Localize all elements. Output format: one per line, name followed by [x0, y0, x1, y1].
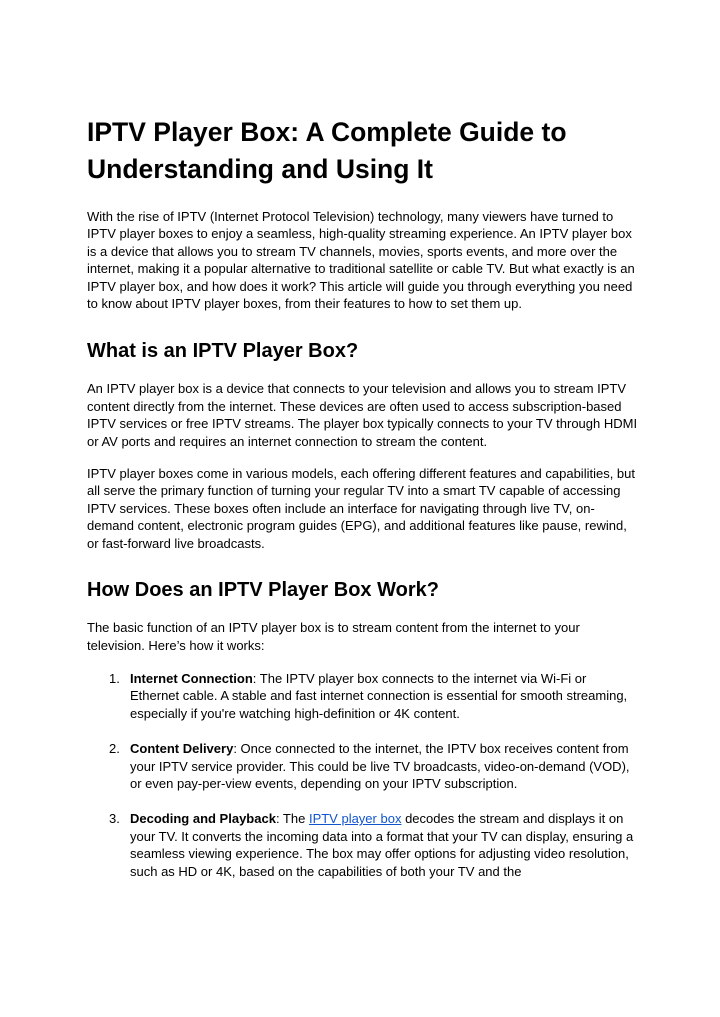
list-item	[87, 740, 639, 792]
list-item-term: Content Delivery	[130, 741, 234, 757]
section-heading-what-is: What is an IPTV Player Box?	[87, 340, 359, 363]
list-item-prefix: : The	[275, 811, 309, 827]
list-item-text: : The IPTV player box connects to the internet via Wi-Fi or Ethernet cable. A stable and fast internet connection is essential for smooth streaming, especially if you're watching high-definition or 4K content.	[130, 670, 628, 721]
list-item-term: Decoding and Playback	[130, 811, 276, 827]
section1-paragraph-1: An IPTV player box is a device that connects to your television and allows you to stream IPTV content directly from the internet. These devices are often used to access subscription-based IPTV services or free IPTV streams. The player box typically connects to your TV through HDMI or AV ports and requires an internet connection to stream the content.	[87, 381, 638, 449]
intro-paragraph: With the rise of IPTV (Internet Protocol Television) technology, many viewers have turned to IPTV player boxes to enjoy a seamless, high-quality streaming experience. An IPTV player box is a device that allows you to stream TV channels, movies, sports events, and more over the internet, making it a popular alternative to traditional satellite or cable TV. But what exactly is an IPTV player box, and how does it work? This article will guide you through everything you need to know about IPTV player boxes, from their features to how to set them up.	[87, 209, 635, 312]
list-item-number: 3.	[109, 811, 120, 827]
section-heading-how-it-works: How Does an IPTV Player Box Work?	[87, 579, 439, 602]
document-page	[87, 114, 639, 898]
list-item	[87, 670, 639, 722]
list-item-text: : Once connected to the internet, the IPTV box receives content from your IPTV service provider. This could be live TV broadcasts, video-on-demand (VOD), or even pay-per-view events, depending on your IPTV subscription.	[130, 741, 630, 791]
article-title: IPTV Player Box: A Complete Guide to Understanding and Using It	[87, 117, 567, 184]
list-item-text: decodes the stream and displays it on your TV. It converts the incoming data into a format that your TV can display, ensuring a seamless viewing experience. The box may offer options for adjusting video resolution, such as HD or 4K, based on the capabilities of both your TV and the	[130, 811, 634, 879]
section1-paragraph-2: IPTV player boxes come in various models, each offering different features and capabilities, but all serve the primary function of turning your regular TV into a smart TV capable of accessing IPTV services. These boxes often include an interface for navigating through live TV, on-demand content, electronic program guides (EPG), and additional features like pause, rewind, or fast-forward live broadcasts.	[87, 466, 635, 551]
list-item-term: Internet Connection	[130, 670, 253, 686]
section2-paragraph-1: The basic function of an IPTV player box is to stream content from the internet to your television. Here’s how it works:	[87, 620, 580, 653]
iptv-player-box-link[interactable]: IPTV player box	[308, 811, 402, 827]
list-item-number: 1.	[109, 670, 120, 686]
steps-list	[87, 670, 639, 880]
list-item-number: 2.	[109, 741, 120, 757]
list-item	[87, 810, 639, 880]
